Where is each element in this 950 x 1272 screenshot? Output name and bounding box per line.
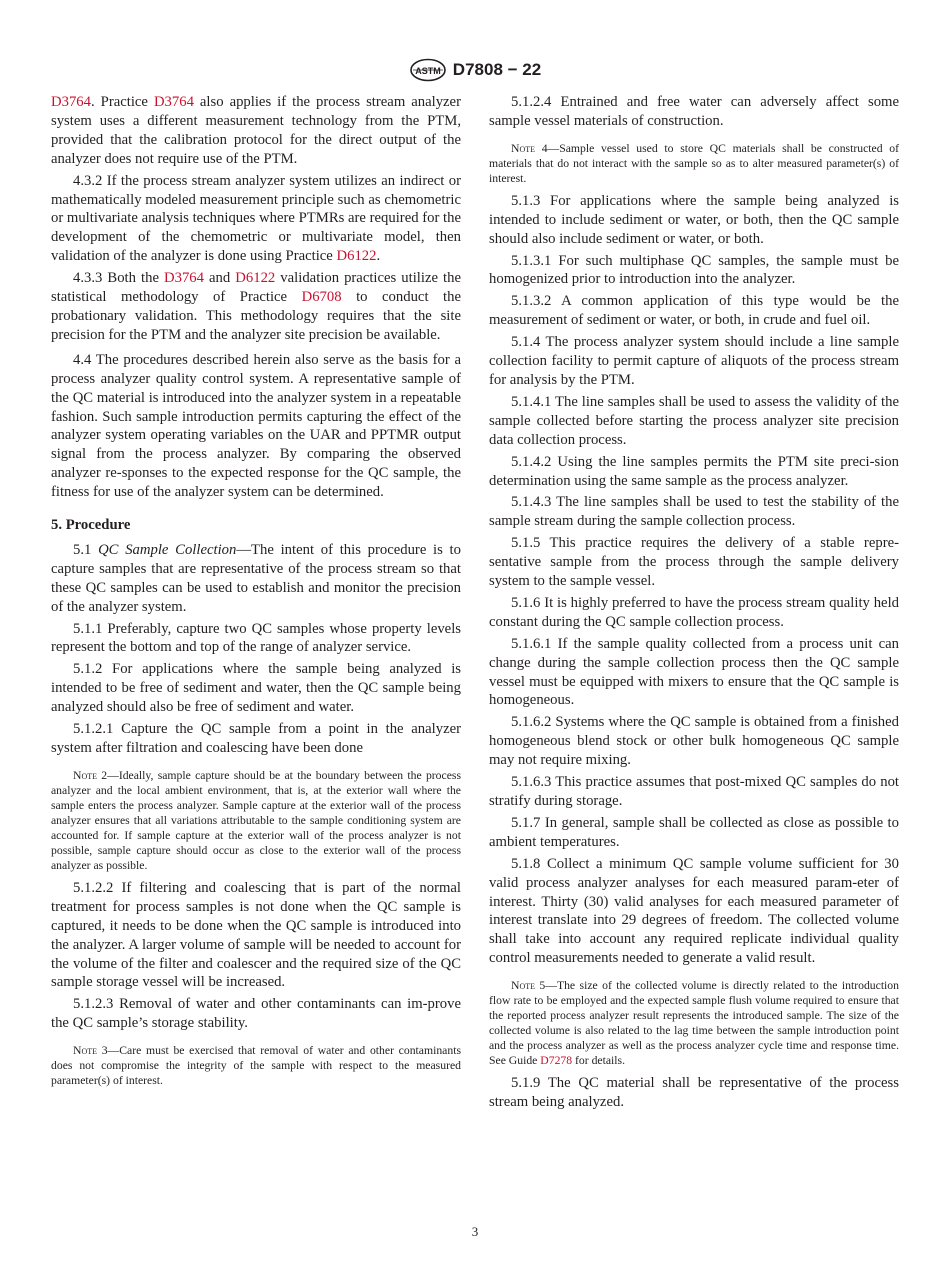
page-header	[0, 56, 950, 84]
paragraph-5-1-3-2: 5.1.3.2 A common application of this type would be the measurement of sediment or water, or both, in crude and fuel oil.	[489, 293, 899, 329]
paragraph-5-1-6-2: 5.1.6.2 Systems where the QC sample is obtained from a finished homogeneous blend stock or other bulk homogeneous QC sample may not require mixing.	[489, 714, 899, 769]
logo-lettering: ASTM	[415, 66, 441, 76]
text: to conduct the probationary validation. This methodology requires that the site precision for the PTM and the analyzer site precision be available.	[51, 289, 461, 343]
paragraph-5-1-1: 5.1.1 Preferably, capture two QC samples whose property levels represent the bottom and top of the range of analyzer service.	[51, 620, 461, 656]
note-5	[489, 978, 899, 1068]
reference-link[interactable]: D3764	[153, 94, 194, 110]
paragraph-5-1-9: 5.1.9 The QC material shall be representative of the process stream being analyzed.	[489, 1075, 899, 1111]
paragraph-5-1-8: 5.1.8 Collect a minimum QC sample volume sufficient for 30 valid process analyzer analyses for each measured param-eter of interest. Thirty (30) valid analyses for each measured parameter of interest translate into 29 degrees of freedom. The collected volume shall take into account any required replicate individual quality control measurements needed to generate a valid result.	[489, 855, 899, 967]
paragraph-5-1-7: 5.1.7 In general, sample shall be collected as close as possible to ambient temperatures.	[489, 814, 899, 850]
text: 5.1	[73, 541, 99, 558]
note-4	[489, 141, 899, 186]
note-label: Note 5	[511, 979, 546, 993]
standard-designation: D7808 − 22	[452, 60, 542, 79]
text: —The intent of this procedure is to capture samples that are representative of the process stream so that these QC samples can be used to establish and monitor the precision of the analyzer system.	[51, 541, 461, 615]
reference-link[interactable]: D7278	[540, 1054, 573, 1068]
text: —Sample vessel used to store QC materials shall be constructed of materials that do not interact with the sample so as to alter measured parameter(s) of interest.	[489, 141, 899, 185]
paragraph-5-1-3: 5.1.3 For applications where the sample being analyzed is intended to include sediment or water, or both, then the QC sample should also include sediment or water, or both.	[489, 192, 899, 247]
note-2	[51, 768, 461, 873]
text: 4.3.2 If the process stream analyzer system utilizes an indirect or mathematically modeled measurement principle such as chemometric or multivariate analysis techniques where PTMRs are required for the development of the chemometric or multivariate model, then validation of the analyzer is done using Practice	[51, 172, 461, 265]
note-label: Note 2	[73, 768, 108, 782]
subsection-title: QC Sample Collection	[98, 541, 237, 558]
paragraph-5-1-2-4: 5.1.2.4 Entrained and free water can adversely affect some sample vessel materials of construction.	[489, 94, 899, 129]
paragraph-5-1	[51, 541, 461, 617]
note-3	[51, 1043, 461, 1088]
paragraph-5-1-6-3: 5.1.6.3 This practice assumes that post-mixed QC samples do not stratify during storage.	[489, 774, 899, 809]
left-column	[51, 93, 461, 1094]
paragraph-5-1-6-1: 5.1.6.1 If the sample quality collected from a process unit can change during the sample collection process then the QC sample vessel must be equipped with mixers to ensure that the QC sample is homogeneous.	[489, 635, 899, 709]
astm-logo-icon	[409, 58, 447, 82]
right-column	[489, 93, 899, 1115]
text: .	[376, 248, 381, 265]
text: . Practice	[90, 94, 154, 110]
reference-link[interactable]: D3764	[164, 270, 204, 287]
reference-link[interactable]: D3764	[51, 94, 91, 110]
paragraph-5-1-4-2: 5.1.4.2 Using the line samples permits the PTM site preci-sion determination using the same sample as the process analyzer.	[489, 453, 899, 489]
paragraph-4-3-2	[51, 172, 461, 267]
paragraph-5-1-2-1: 5.1.2.1 Capture the QC sample from a point in the analyzer system after filtration and coalescing have been done	[51, 721, 461, 756]
text: 4.3.3 Both the	[73, 270, 164, 287]
text: —The size of the collected volume is directly related to the introduction flow rate to be employed and the expected sample flush volume required to ensure that the reported process analyzer result represents the introduced sample. The size of the collected volume is also related to the lag time between the sample introduction point and the process analyzer as well as the process analyzer cycle time and response time. See Guide	[489, 979, 899, 1068]
paragraph-4-3-1-cont	[51, 93, 461, 169]
paragraph-5-1-4-1: 5.1.4.1 The line samples shall be used to assess the validity of the sample collected before starting the process analyzer site precision data collection process.	[489, 393, 899, 448]
paragraph-5-1-2-2: 5.1.2.2 If filtering and coalescing that is part of the normal treatment for process samples is not done when the QC sample is captured, it needs to be done when the QC sample is introduced into the analyzer. A larger volume of sample will be needed to account for the volume of the filter and coalescer and the required size of the QC sample storage vessel will be increased.	[51, 879, 461, 991]
reference-link[interactable]: D6122	[336, 248, 377, 265]
paragraph-5-1-2-3: 5.1.2.3 Removal of water and other contaminants can im-prove the QC sample’s storage stability.	[51, 996, 461, 1032]
note-label: Note 4	[511, 141, 548, 155]
text: —Ideally, sample capture should be at the boundary between the process analyzer and the local ambient environment, that is, at the exterior wall where the sample enters the process analyzer. Sample capture at the exterior wall of the process analyzer ensures that all variations attributable to the sample conditioning system are accounted for. If sample capture at the exterior wall of the process analyzer is not possible, sample capture should occur as close to the exterior wall of the process analyzer as possible.	[51, 768, 461, 872]
page-number: 3	[471, 1224, 479, 1239]
paragraph-5-1-2: 5.1.2 For applications where the sample being analyzed is intended to be free of sediment and water, then the QC sample being analyzed should also be free of sediment and water.	[51, 661, 461, 716]
note-label: Note 3	[73, 1044, 108, 1058]
text: for details.	[572, 1054, 626, 1068]
reference-link[interactable]: D6708	[301, 289, 342, 306]
paragraph-5-1-4-3: 5.1.4.3 The line samples shall be used to test the stability of the sample stream during the sample collection process.	[489, 494, 899, 530]
text: validation practices utilize the statistical methodology of Practice	[51, 270, 461, 306]
paragraph-4-4: 4.4 The procedures described herein also serve as the basis for a process analyzer quality control system. A representative sample of the QC material is introduced into the analyzer system in a repeatable fashion. Such sample introduction permits capturing the effect of the analyzer system operating variables on the UAR and PPTMR output signal from the process analyzer. By comparing the observed analyzer re-sponses to the expected response for the QC sample, the fitness for use of the analyzer system can be determined.	[51, 351, 461, 501]
text: —Care must be exercised that removal of water and other contaminants does not compromise the integrity of the sample with respect to the measured parameter(s) of interest.	[51, 1044, 461, 1088]
paragraph-5-1-4: 5.1.4 The process analyzer system should include a line sample collection facility to permit capture of aliquots of the process stream for analysis by the PTM.	[489, 334, 899, 388]
section-heading: 5. Procedure	[51, 517, 131, 534]
text: and	[203, 270, 236, 287]
paragraph-4-3-3	[51, 269, 461, 345]
paragraph-5-1-6: 5.1.6 It is highly preferred to have the process stream quality held constant during the QC sample collection process.	[489, 594, 899, 630]
paragraph-5-1-3-1: 5.1.3.1 For such multiphase QC samples, the sample must be homogenized prior to introduction into the analyzer.	[489, 252, 899, 288]
reference-link[interactable]: D6122	[235, 270, 276, 287]
paragraph-5-1-5: 5.1.5 This practice requires the delivery of a stable repre-sentative sample from the process through the sample delivery system to the sample vessel.	[489, 535, 899, 590]
text: also applies if the process stream analyzer system uses a different measurement technology from the PTM, provided that the calibration protocol for the direct output of the analyzer does not require use of the PTM.	[51, 94, 461, 167]
